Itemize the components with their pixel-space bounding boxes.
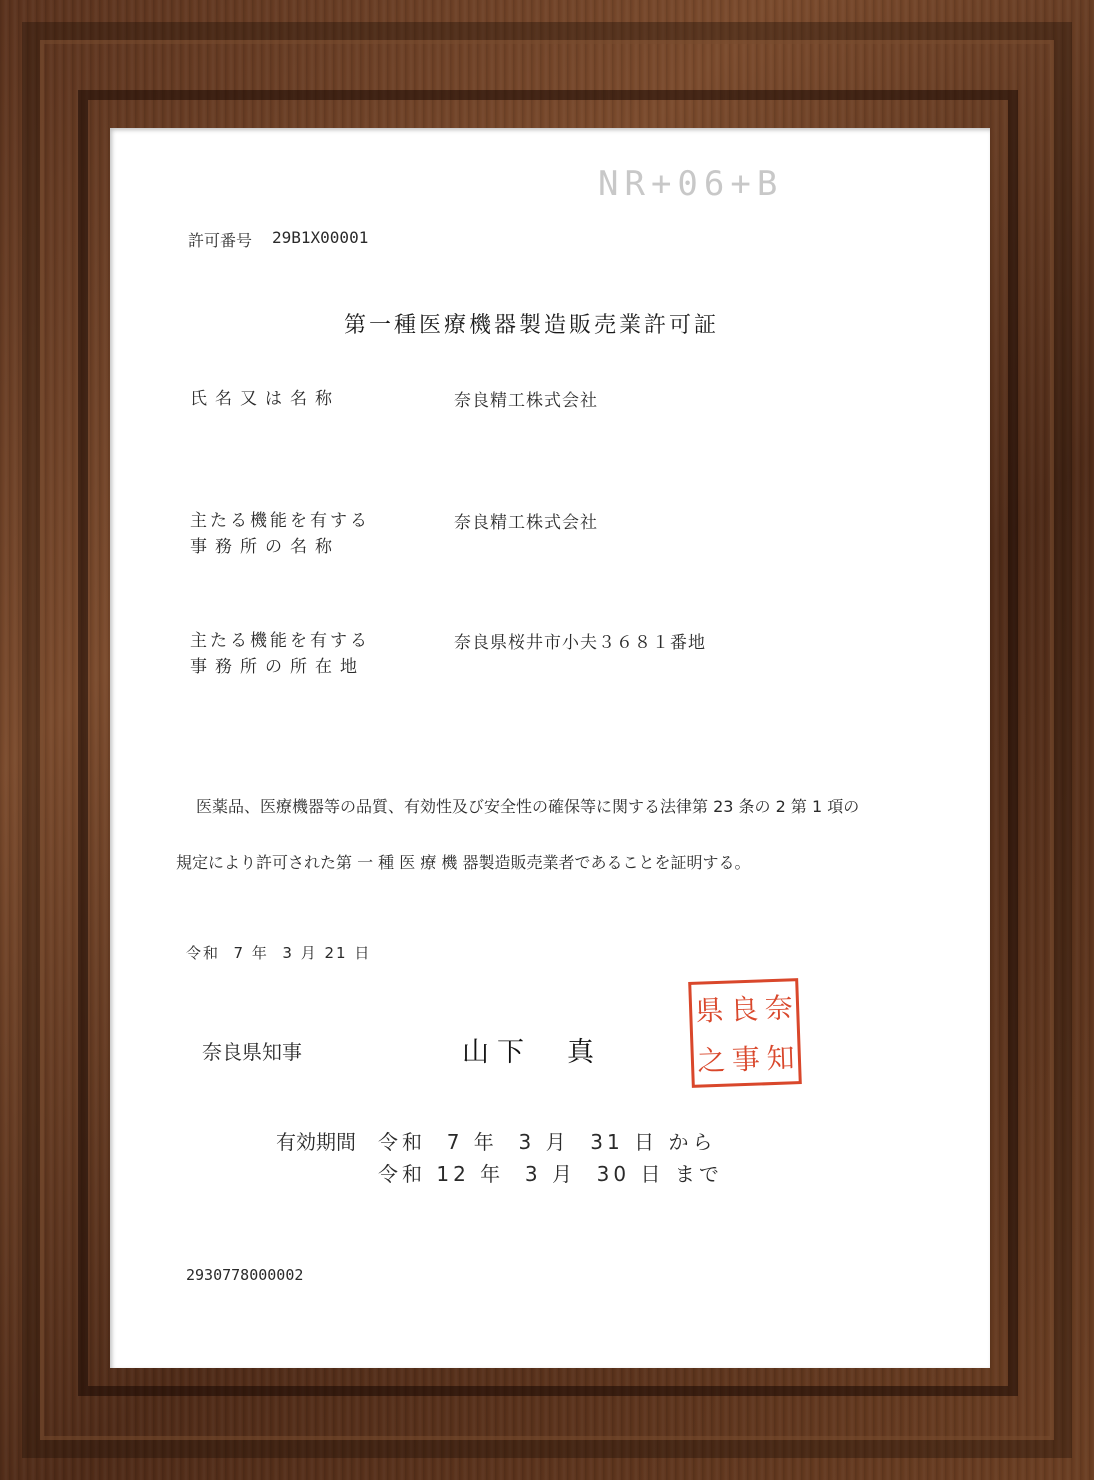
office-label-line2: 事務所の名称 <box>190 537 340 557</box>
issue-date: 令和 7 年 3 月 21 日 <box>186 944 372 962</box>
permit-number: 29B1X00001 <box>272 228 369 247</box>
validity-to: 令和 12 年 3 月 30 日 まで <box>378 1162 723 1186</box>
issuer-title: 奈良県知事 <box>202 1040 302 1064</box>
office-value: 奈良精工株式会社 <box>454 513 598 533</box>
name-value: 奈良精工株式会社 <box>454 391 598 411</box>
seal-character: 県 <box>694 993 725 1028</box>
address-value: 奈良県桜井市小夫３６８１番地 <box>454 633 706 653</box>
dot-matrix-stamp: NR+06+B <box>598 164 784 204</box>
official-seal-icon <box>688 978 802 1088</box>
serial-number: 2930778000002 <box>186 1266 304 1284</box>
seal-character: 之 <box>696 1043 726 1078</box>
address-label-line1: 主たる機能を有する <box>190 631 370 651</box>
name-label: 氏名又は名称 <box>190 389 340 409</box>
certification-text-line1: 医薬品、医療機器等の品質、有効性及び安全性の確保等に関する法律第 23 条の 2 第 1 項の <box>196 797 860 816</box>
certificate-paper <box>110 128 990 1368</box>
certification-text-line2: 規定により許可された第 一 種 医 療 機 器製造販売業者であることを証明する。 <box>176 853 751 872</box>
seal-character: 奈 <box>764 991 794 1026</box>
validity-from: 令和 7 年 3 月 31 日 から <box>378 1130 717 1154</box>
document-title: 第一種医療機器製造販売業許可証 <box>344 313 720 338</box>
issuer-name: 山下 真 <box>462 1037 602 1068</box>
seal-character: 事 <box>731 1042 761 1077</box>
seal-character: 知 <box>765 1041 796 1076</box>
permit-number-label: 許可番号 <box>188 231 253 250</box>
office-label-line1: 主たる機能を有する <box>190 511 370 531</box>
seal-character: 良 <box>729 992 759 1027</box>
validity-label: 有効期間 <box>276 1130 356 1154</box>
address-label-line2: 事務所の所在地 <box>190 657 365 677</box>
